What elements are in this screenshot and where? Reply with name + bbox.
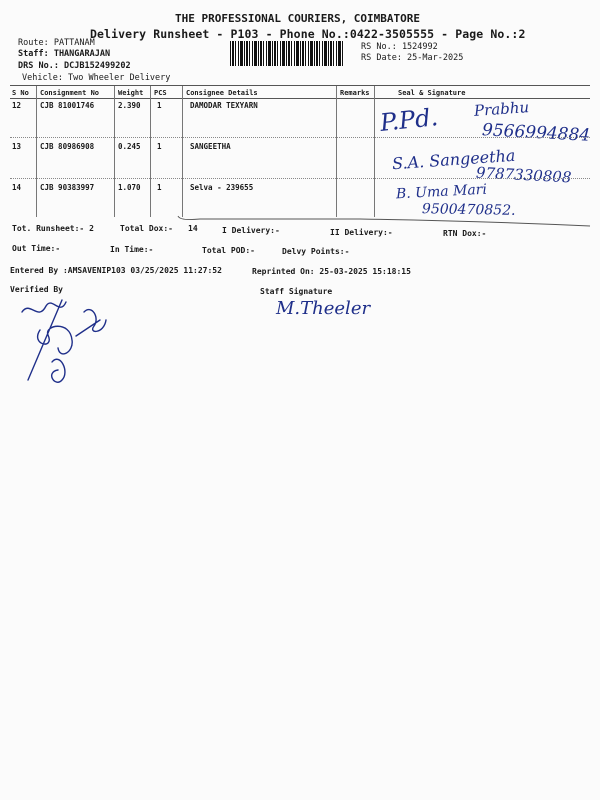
row-sno: 14 bbox=[12, 183, 22, 192]
drs-number: DRS No.: DCJB152499202 bbox=[18, 61, 131, 71]
row-consignee: DAMODAR TEXYARN bbox=[190, 101, 258, 110]
row-consignee: Selva - 239655 bbox=[190, 183, 254, 192]
row-pcs: 1 bbox=[157, 142, 162, 151]
total-pod: Total POD:- bbox=[202, 246, 255, 255]
delvy-points: Delvy Points:- bbox=[282, 247, 350, 256]
row-consignment: CJB 81001746 bbox=[40, 101, 95, 110]
ii-delivery: II Delivery:- bbox=[330, 228, 393, 237]
row-weight: 0.245 bbox=[118, 142, 141, 151]
verified-by-label: Verified By bbox=[10, 285, 63, 294]
total-dox-value: 14 bbox=[188, 224, 198, 233]
out-time: Out Time:- bbox=[12, 244, 61, 253]
route: Route: PATTANAM bbox=[18, 38, 95, 48]
row-weight: 2.390 bbox=[118, 101, 141, 110]
company-title: THE PROFESSIONAL COURIERS, COIMBATORE bbox=[175, 12, 421, 25]
total-dox-label: Total Dox:- bbox=[120, 224, 173, 233]
rtn-dox: RTN Dox:- bbox=[443, 229, 487, 238]
col-pcs: PCS bbox=[154, 89, 167, 97]
col-seal-signature: Seal & Signature bbox=[398, 89, 466, 97]
vehicle: Vehicle: Two Wheeler Delivery bbox=[22, 73, 171, 83]
row-pcs: 1 bbox=[157, 101, 162, 110]
row-sign-name: P.Pd. bbox=[378, 103, 440, 137]
runsheet-subtitle: Delivery Runsheet - P103 - Phone No.:0422-3505555 - Page No.:2 bbox=[90, 27, 526, 41]
i-delivery: I Delivery:- bbox=[222, 226, 280, 235]
row-sno: 13 bbox=[12, 142, 22, 151]
reprinted-on: Reprinted On: 25-03-2025 15:18:15 bbox=[252, 267, 411, 276]
staff-signature-label: Staff Signature bbox=[260, 287, 333, 296]
col-remarks: Remarks bbox=[340, 89, 370, 97]
row-sign-phone: 9500470852. bbox=[421, 201, 516, 219]
row-weight: 1.070 bbox=[118, 183, 141, 192]
in-time: In Time:- bbox=[110, 245, 154, 254]
staff: Staff: THANGARAJAN bbox=[18, 49, 111, 59]
rs-number: RS No.: 1524992 bbox=[361, 42, 438, 52]
row-pcs: 1 bbox=[157, 183, 162, 192]
row-sign-name: B. Uma Mari bbox=[395, 181, 488, 203]
col-sno: S No bbox=[12, 89, 29, 97]
row-sno: 12 bbox=[12, 101, 22, 110]
row-consignment: CJB 80986908 bbox=[40, 142, 95, 151]
tot-runsheet: Tot. Runsheet:- 2 bbox=[12, 224, 94, 233]
row-sign-extra: Prabhu bbox=[473, 98, 530, 120]
entered-by: Entered By :AMSAVENIP103 03/25/2025 11:27:52 bbox=[10, 266, 222, 275]
rs-date: RS Date: 25-Mar-2025 bbox=[361, 53, 464, 63]
row-sign-phone: 9566994884 bbox=[481, 120, 591, 146]
col-consignee: Consignee Details bbox=[186, 89, 258, 97]
row-consignment: CJB 90383997 bbox=[40, 183, 95, 192]
row-sign-name: S.A. Sangeetha bbox=[391, 145, 516, 174]
staff-signature-hand: M.Theeler bbox=[276, 298, 371, 319]
row-consignee: SANGEETHA bbox=[190, 142, 231, 151]
col-weight: Weight bbox=[118, 89, 144, 97]
row-sign-phone: 9787330808 bbox=[475, 163, 572, 187]
col-consignment: Consignment No bbox=[40, 89, 100, 97]
